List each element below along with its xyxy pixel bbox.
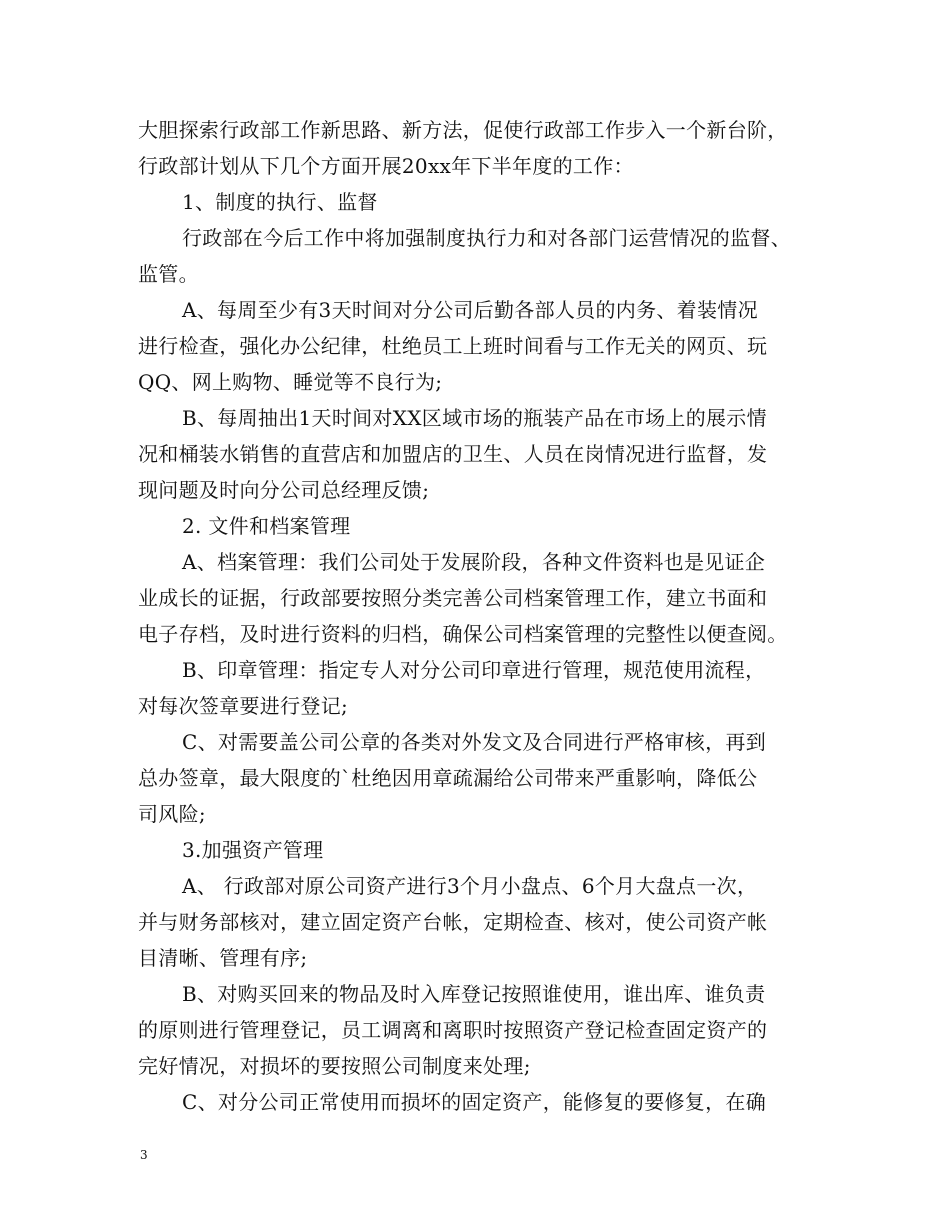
text-line: 司风险; [138,802,206,826]
text-line: B、印章管理：指定专人对分公司印章进行管理，规范使用流程， [182,658,766,682]
text-line: QQ、网上购物、睡觉等不良行为; [138,370,443,394]
text-line: 完好情况，对损坏的要按照公司制度来处理; [138,1054,531,1078]
text-line: 电子存档，及时进行资料的归档，确保公司档案管理的完整性以便查阅。 [138,622,788,646]
text-line: 总办签章，最大限度的`杜绝因用章疏漏给公司带来严重影响，降低公 [138,766,758,790]
text-line: 况和桶装水销售的直营店和加盟店的卫生、人员在岗情况进行监督，发 [138,442,768,466]
text-line: 行政部计划从下几个方面开展20xx年下半年度的工作： [138,154,634,178]
text-line: A、每周至少有3天时间对分公司后勤各部人员的内务、着装情况 [182,298,758,322]
text-line: 的原则进行管理登记，员工调离和离职时按照资产登记检查固定资产的 [138,1018,768,1042]
text-line: A、档案管理：我们公司处于发展阶段，各种文件资料也是见证企 [182,550,766,574]
text-line: 监管。 [138,262,199,286]
text-line: 进行检查，强化办公纪律，杜绝员工上班时间看与工作无关的网页、玩 [138,334,768,358]
text-line: 对每次签章要进行登记; [138,694,349,718]
text-line: 业成长的证据，行政部要按照分类完善公司档案管理工作，建立书面和 [138,586,768,610]
section-heading: 3.加强资产管理 [182,838,324,862]
text-line: B、每周抽出1天时间对XX区域市场的瓶装产品在市场上的展示情 [182,406,767,430]
text-line: 并与财务部核对，建立固定资产台帐，定期检查、核对，使公司资产帐 [138,910,768,934]
page-number: 3 [140,1148,148,1162]
text-line: 行政部在今后工作中将加强制度执行力和对各部门运营情况的监督、 [182,226,791,250]
text-line: C、对需要盖公司公章的各类对外发文及合同进行严格审核，再到 [182,730,767,754]
text-line: 大胆探索行政部工作新思路、新方法，促使行政部工作步入一个新台阶， [138,118,788,142]
section-heading: 2. 文件和档案管理 [182,514,351,538]
text-line: C、对分公司正常使用而损坏的固定资产，能修复的要修复，在确 [182,1090,767,1114]
text-line: A、 行政部对原公司资产进行3个月小盘点、6个月大盘点一次， [182,874,758,898]
text-line: 目清晰、管理有序; [138,946,308,970]
section-heading: 1、制度的执行、监督 [182,190,378,214]
text-line: B、对购买回来的物品及时入库登记按照谁使用，谁出库、谁负责 [182,982,766,1006]
document-body [138,112,818,1120]
text-line: 现问题及时向分公司总经理反馈; [138,478,430,502]
